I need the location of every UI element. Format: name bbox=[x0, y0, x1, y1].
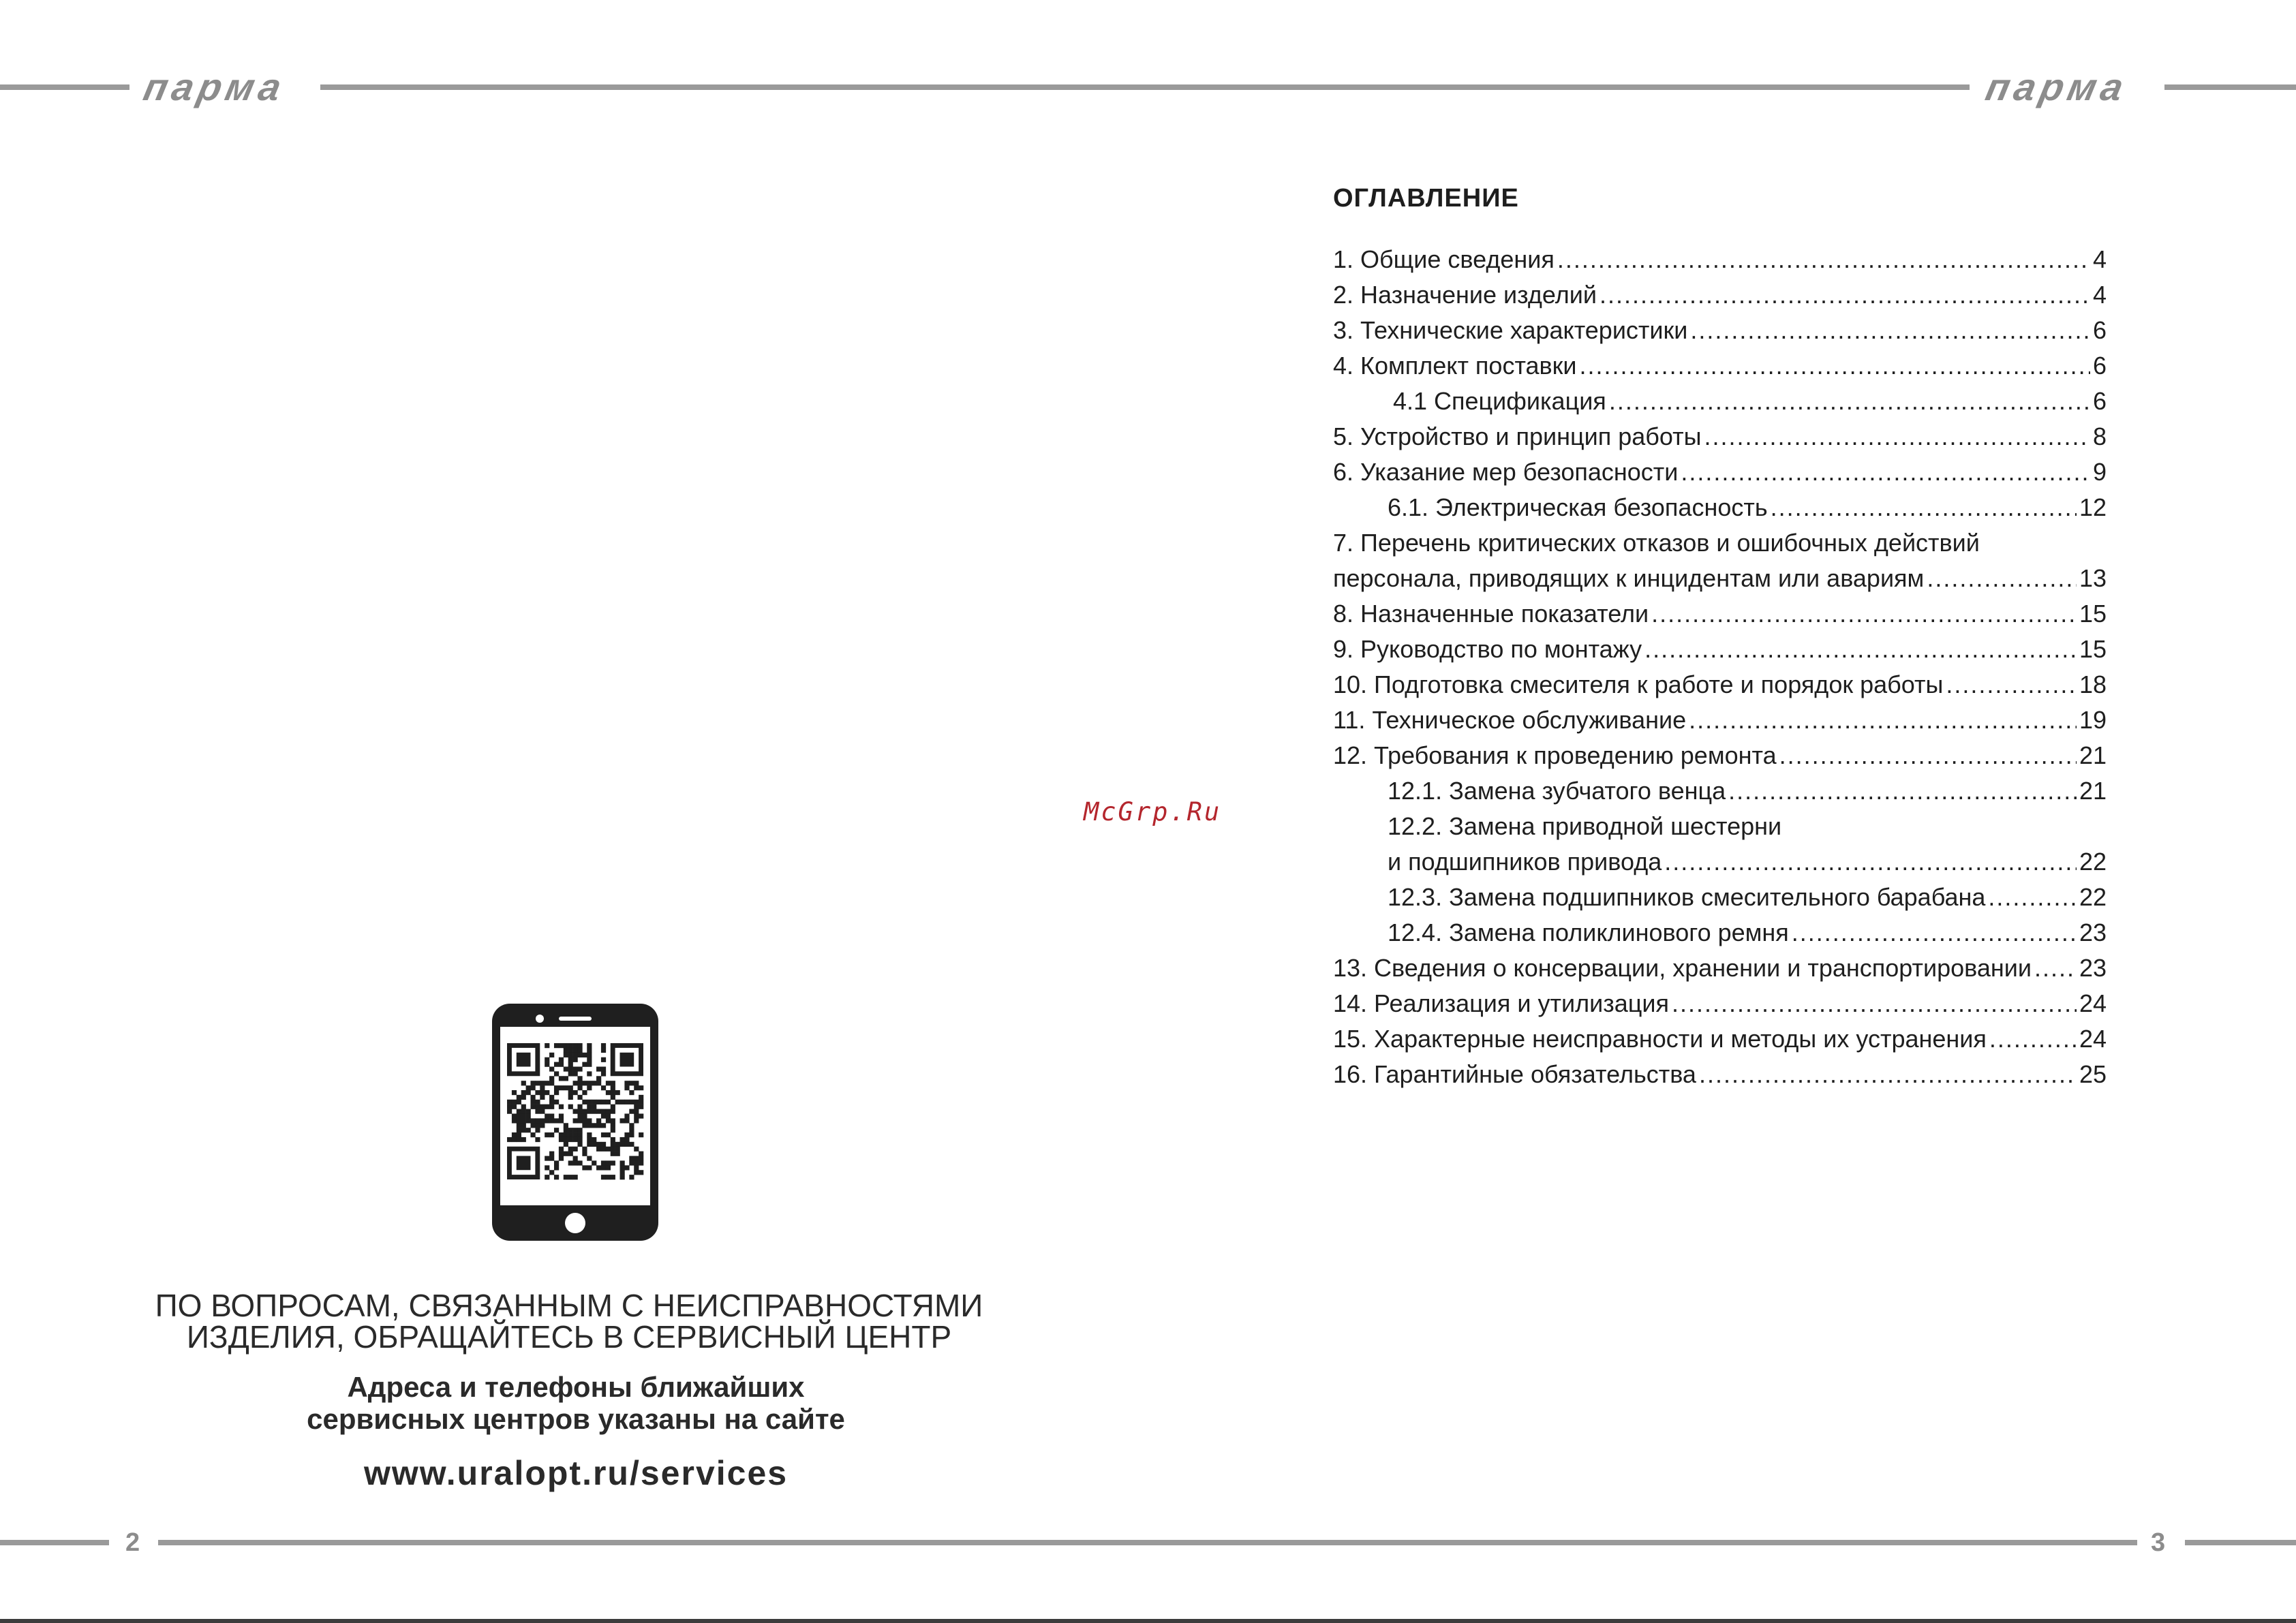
service-notice-line1: ПО ВОПРОСАМ, СВЯЗАННЫМ С НЕИСПРАВНОСТЯМИ bbox=[155, 1288, 983, 1323]
header-rule-right bbox=[2164, 84, 2296, 90]
toc-entry[interactable] bbox=[1333, 245, 2107, 281]
toc-dot-leader bbox=[1672, 989, 2077, 1018]
toc-entry[interactable] bbox=[1333, 812, 2107, 848]
toc-entry[interactable] bbox=[1333, 741, 2107, 777]
toc-dot-leader bbox=[1728, 777, 2077, 805]
toc-entry-page: 18 bbox=[2079, 670, 2107, 698]
toc-entry[interactable] bbox=[1333, 529, 2107, 564]
toc-entry[interactable] bbox=[1333, 670, 2107, 706]
toc-entry-page: 24 bbox=[2079, 989, 2107, 1017]
toc-dot-leader bbox=[1699, 1060, 2077, 1089]
toc-entry[interactable] bbox=[1333, 422, 2107, 458]
toc-dot-leader bbox=[1792, 918, 2077, 947]
toc-entry-label: 4. Комплект поставки bbox=[1333, 352, 1577, 380]
toc-entry[interactable] bbox=[1333, 1060, 2107, 1096]
toc-entry-page: 6 bbox=[2092, 352, 2107, 380]
service-address-line1: Адреса и телефоны ближайших bbox=[347, 1371, 805, 1403]
header-rule-middle bbox=[320, 84, 1970, 90]
toc-entry-page: 24 bbox=[2079, 1025, 2107, 1053]
table-of-contents bbox=[1333, 245, 2107, 1096]
toc-entry[interactable] bbox=[1333, 848, 2107, 883]
toc-dot-leader bbox=[1704, 422, 2090, 451]
toc-entry-label: 12.2. Замена приводной шестерни bbox=[1388, 812, 1782, 840]
toc-dot-leader bbox=[1988, 883, 2077, 912]
toc-entry[interactable] bbox=[1333, 635, 2107, 670]
toc-dot-leader bbox=[1664, 848, 2077, 876]
toc-entry[interactable] bbox=[1333, 316, 2107, 352]
footer-rule-middle bbox=[158, 1540, 2137, 1545]
toc-dot-leader bbox=[1690, 316, 2090, 345]
toc-entry-page: 21 bbox=[2079, 777, 2107, 805]
toc-entry-label: 12.4. Замена поликлинового ремня bbox=[1388, 918, 1789, 946]
toc-entry[interactable] bbox=[1333, 458, 2107, 493]
toc-entry[interactable] bbox=[1333, 352, 2107, 387]
toc-entry-label: 6. Указание мер безопасности bbox=[1333, 458, 1679, 486]
toc-entry-label: 11. Техническое обслуживание bbox=[1333, 706, 1687, 734]
toc-dot-leader bbox=[1599, 281, 2090, 309]
service-notice-line2: ИЗДЕЛИЯ, ОБРАЩАЙТЕСЬ В СЕРВИСНЫЙ ЦЕНТР bbox=[186, 1319, 952, 1355]
toc-entry-label: 8. Назначенные показатели bbox=[1333, 600, 1649, 628]
toc-entry-page: 22 bbox=[2079, 883, 2107, 911]
toc-entry-page: 23 bbox=[2079, 918, 2107, 946]
toc-entry-page: 19 bbox=[2079, 706, 2107, 734]
toc-entry-label: и подшипников привода bbox=[1388, 848, 1662, 876]
toc-dot-leader bbox=[1681, 458, 2090, 486]
service-address-line2: сервисных центров указаны на сайте bbox=[307, 1403, 845, 1435]
toc-entry-page: 23 bbox=[2079, 954, 2107, 982]
toc-entry-label: 9. Руководство по монтажу bbox=[1333, 635, 1642, 663]
toc-entry-page: 12 bbox=[2079, 493, 2107, 521]
toc-entry-label: 14. Реализация и утилизация bbox=[1333, 989, 1669, 1017]
toc-entry-page: 13 bbox=[2079, 564, 2107, 592]
watermark-text: McGrp.Ru bbox=[1084, 797, 1222, 826]
toc-dot-leader bbox=[1946, 670, 2077, 699]
service-notice bbox=[136, 1288, 1002, 1355]
toc-dot-leader bbox=[1644, 635, 2077, 664]
toc-entry-label: 1. Общие сведения bbox=[1333, 245, 1555, 273]
toc-entry-label: 3. Технические характеристики bbox=[1333, 316, 1688, 344]
page-number-right: 3 bbox=[2151, 1528, 2166, 1557]
toc-title: ОГЛАВЛЕНИЕ bbox=[1333, 184, 1519, 213]
footer-rule-left bbox=[0, 1540, 109, 1545]
smartphone-with-qr-code-icon bbox=[492, 1004, 658, 1241]
toc-entry-page: 21 bbox=[2079, 741, 2107, 769]
toc-entry-page: 22 bbox=[2079, 848, 2107, 876]
service-address-note bbox=[136, 1371, 1015, 1435]
toc-entry-label: 5. Устройство и принцип работы bbox=[1333, 422, 1702, 450]
toc-dot-leader bbox=[2034, 954, 2077, 983]
toc-entry[interactable] bbox=[1333, 564, 2107, 600]
toc-entry-label: 12.3. Замена подшипников смесительного барабана bbox=[1388, 883, 1986, 911]
toc-dot-leader bbox=[1989, 1025, 2077, 1053]
brand-logo-left: парма bbox=[140, 65, 290, 108]
toc-entry[interactable] bbox=[1333, 1025, 2107, 1060]
toc-entry[interactable] bbox=[1333, 706, 2107, 741]
toc-entry[interactable] bbox=[1333, 777, 2107, 812]
toc-entry-page: 6 bbox=[2092, 316, 2107, 344]
toc-entry-label: 7. Перечень критических отказов и ошибочных действий bbox=[1333, 529, 1980, 557]
toc-dot-leader bbox=[1557, 245, 2090, 274]
toc-entry-label: 15. Характерные неисправности и методы их устранения bbox=[1333, 1025, 1987, 1053]
toc-entry-page: 8 bbox=[2092, 422, 2107, 450]
service-url-link[interactable]: www.uralopt.ru/services bbox=[363, 1454, 789, 1492]
toc-entry-label: 2. Назначение изделий bbox=[1333, 281, 1597, 309]
toc-entry-page: 15 bbox=[2079, 635, 2107, 663]
toc-dot-leader bbox=[1580, 352, 2090, 380]
toc-entry-label: 6.1. Электрическая безопасность bbox=[1388, 493, 1768, 521]
toc-entry[interactable] bbox=[1333, 387, 2107, 422]
toc-entry-page: 4 bbox=[2092, 245, 2107, 273]
bottom-edge-line bbox=[0, 1619, 2296, 1623]
toc-entry-label: 13. Сведения о консервации, хранении и транспортировании bbox=[1333, 954, 2032, 982]
toc-dot-leader bbox=[1927, 564, 2077, 593]
toc-entry-page: 6 bbox=[2092, 387, 2107, 415]
brand-logo-right: парма bbox=[1982, 65, 2132, 108]
toc-entry-label: 10. Подготовка смесителя к работе и порядок работы bbox=[1333, 670, 1944, 698]
toc-entry[interactable] bbox=[1333, 493, 2107, 529]
toc-entry-label: 12.1. Замена зубчатого венца bbox=[1388, 777, 1726, 805]
toc-entry-page: 25 bbox=[2079, 1060, 2107, 1088]
toc-dot-leader bbox=[1609, 387, 2090, 416]
toc-entry[interactable] bbox=[1333, 883, 2107, 918]
toc-entry-page: 4 bbox=[2092, 281, 2107, 309]
toc-entry-label: 16. Гарантийные обязательства bbox=[1333, 1060, 1696, 1088]
toc-entry[interactable] bbox=[1333, 954, 2107, 989]
toc-entry-label: 4.1 Спецификация bbox=[1393, 387, 1606, 415]
toc-entry[interactable] bbox=[1333, 281, 2107, 316]
page-number-left: 2 bbox=[125, 1528, 140, 1557]
footer-rule-right bbox=[2185, 1540, 2296, 1545]
toc-dot-leader bbox=[1779, 741, 2077, 770]
toc-dot-leader bbox=[1771, 493, 2077, 522]
toc-entry-label: 12. Требования к проведению ремонта bbox=[1333, 741, 1777, 769]
toc-entry-page: 15 bbox=[2079, 600, 2107, 628]
toc-entry-label: персонала, приводящих к инцидентам или авариям bbox=[1333, 564, 1925, 592]
header-rule-left bbox=[0, 84, 129, 90]
toc-entry[interactable] bbox=[1333, 918, 2107, 954]
toc-entry-page: 9 bbox=[2092, 458, 2107, 486]
toc-dot-leader bbox=[1651, 600, 2077, 628]
toc-entry[interactable] bbox=[1333, 600, 2107, 635]
toc-entry[interactable] bbox=[1333, 989, 2107, 1025]
toc-dot-leader bbox=[1689, 706, 2077, 735]
